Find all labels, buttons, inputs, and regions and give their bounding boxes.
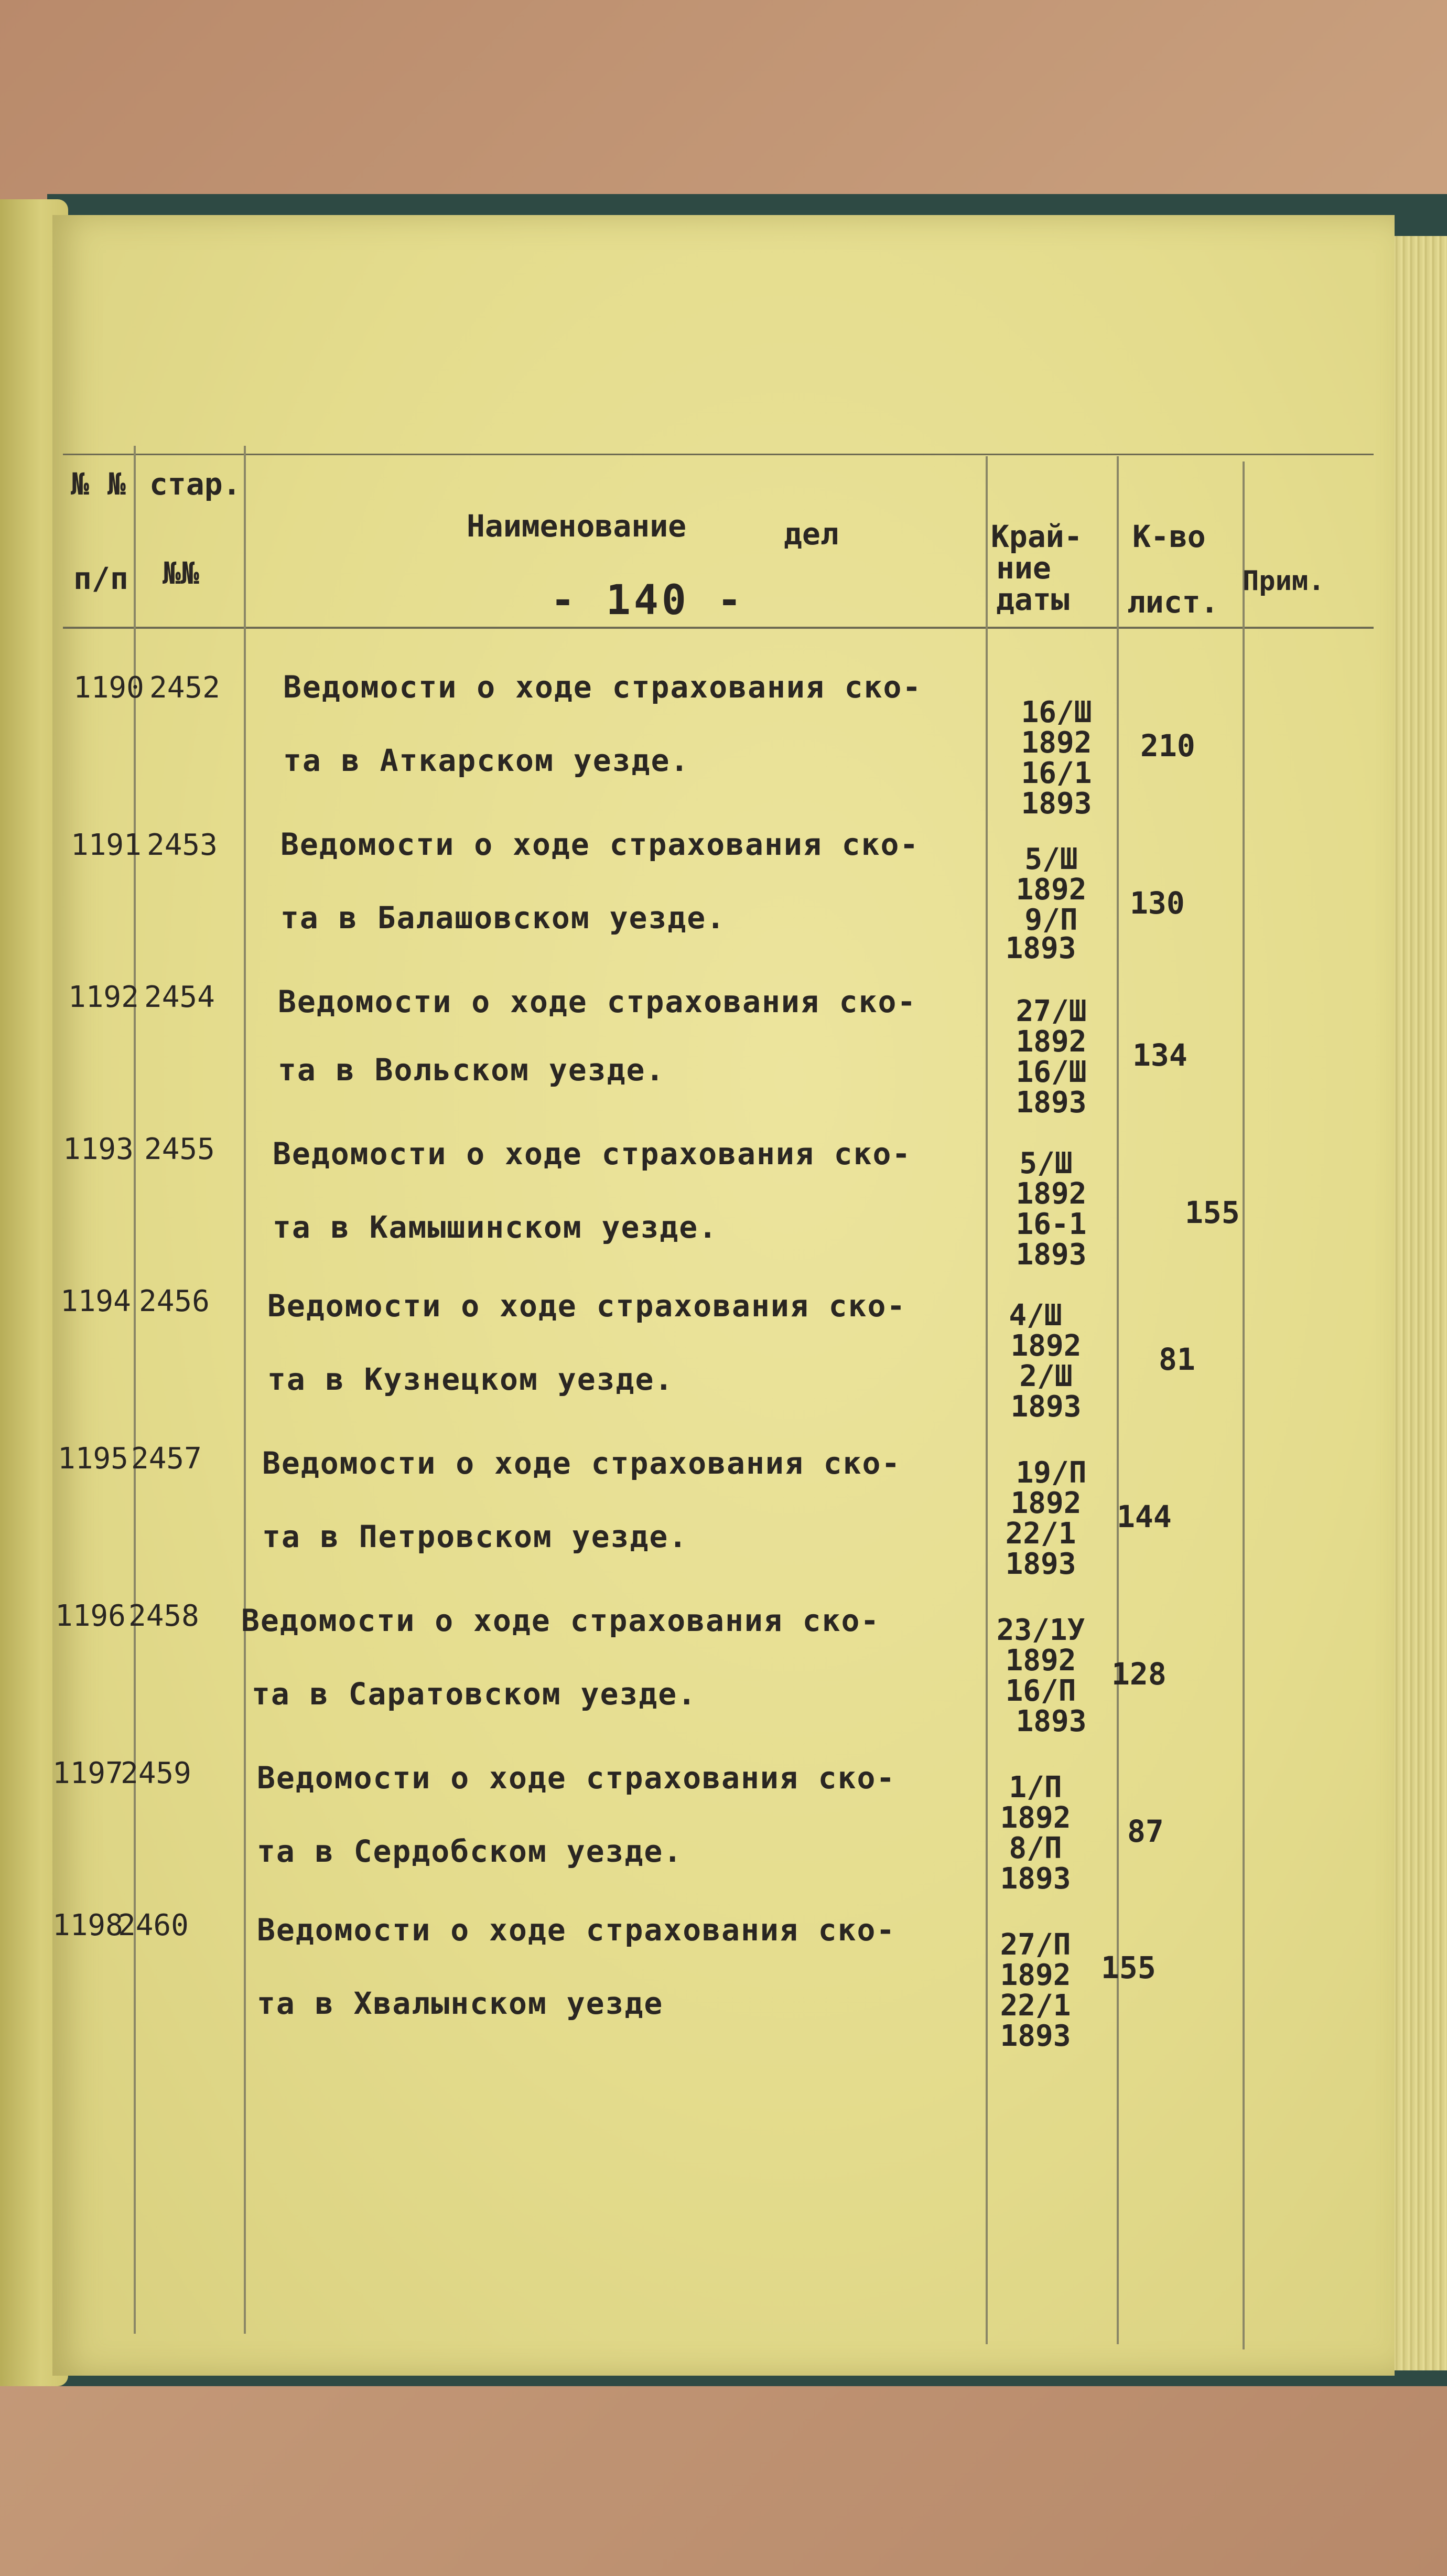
row-sheets: 155 bbox=[1185, 1195, 1240, 1230]
row-date-4: 1893 bbox=[1010, 1390, 1082, 1424]
row-sheets: 87 bbox=[1127, 1813, 1164, 1849]
row-title-line1: Ведомости о ходе страхования ско- bbox=[262, 1445, 901, 1481]
header-old-line2: №№ bbox=[163, 555, 199, 591]
row-date-1: 23/1У bbox=[996, 1613, 1085, 1647]
column-rule-4 bbox=[1117, 456, 1119, 2344]
row-date-1: 5/Ш bbox=[1024, 842, 1078, 876]
row-date-3: 22/1 bbox=[1005, 1517, 1076, 1551]
column-rule-1 bbox=[134, 446, 136, 2334]
header-title-label-b: дел bbox=[784, 516, 839, 552]
row-date-1: 27/Ш bbox=[1016, 994, 1087, 1028]
row-date-2: 1892 bbox=[1010, 1486, 1082, 1520]
row-date-4: 1893 bbox=[1016, 1704, 1087, 1738]
header-num-line1: № № bbox=[71, 466, 126, 502]
header-title-label: Наименование bbox=[467, 508, 687, 544]
row-date-3: 2/Ш bbox=[1019, 1359, 1073, 1393]
row-sheets: 130 bbox=[1130, 885, 1185, 921]
row-old-number: 2460 bbox=[118, 1908, 189, 1942]
row-date-4: 1893 bbox=[1000, 2019, 1071, 2053]
header-notes: Прим. bbox=[1243, 565, 1325, 597]
row-date-2: 1892 bbox=[1000, 1958, 1071, 1992]
row-date-4: 1893 bbox=[1005, 931, 1076, 965]
column-rule-5 bbox=[1243, 461, 1245, 2349]
row-title-line2: та в Саратовском уезде. bbox=[252, 1676, 697, 1712]
header-sheets-2: лист. bbox=[1127, 584, 1219, 620]
row-date-3: 16/1 bbox=[1021, 756, 1092, 790]
row-date-4: 1893 bbox=[1021, 787, 1092, 821]
row-title-line1: Ведомости о ходе страхования ско- bbox=[280, 827, 920, 862]
row-sheets: 210 bbox=[1140, 728, 1195, 764]
row-date-1: 16/Ш bbox=[1021, 695, 1092, 729]
row-number: 1194 bbox=[60, 1284, 131, 1318]
row-date-2: 1892 bbox=[1016, 873, 1087, 907]
row-date-3: 16/П bbox=[1005, 1674, 1076, 1708]
row-date-2: 1892 bbox=[1021, 726, 1092, 760]
header-dates-3: даты bbox=[996, 582, 1070, 617]
row-title-line1: Ведомости о ходе страхования ско- bbox=[257, 1912, 896, 1948]
page-number: - 140 - bbox=[550, 577, 745, 624]
row-sheets: 81 bbox=[1159, 1341, 1195, 1377]
row-title-line1: Ведомости о ходе страхования ско- bbox=[278, 984, 917, 1019]
row-old-number: 2456 bbox=[139, 1284, 210, 1318]
row-date-2: 1892 bbox=[1005, 1644, 1076, 1678]
row-old-number: 2452 bbox=[149, 671, 220, 705]
row-title-line2: та в Кузнецком уезде. bbox=[267, 1361, 674, 1397]
row-number: 1191 bbox=[71, 828, 142, 862]
row-date-1: 1/П bbox=[1009, 1770, 1062, 1805]
row-sheets: 144 bbox=[1117, 1499, 1172, 1534]
row-sheets: 128 bbox=[1111, 1656, 1167, 1692]
document-page bbox=[52, 215, 1395, 2376]
row-sheets: 134 bbox=[1132, 1037, 1187, 1073]
row-number: 1198 bbox=[52, 1908, 123, 1942]
row-old-number: 2453 bbox=[147, 828, 218, 862]
row-date-3: 16-1 bbox=[1016, 1207, 1087, 1241]
row-title-line2: та в Камышинском уезде. bbox=[273, 1209, 718, 1245]
row-title-line1: Ведомости о ходе страхования ско- bbox=[241, 1603, 880, 1638]
row-title-line2: та в Сердобском уезде. bbox=[257, 1833, 683, 1869]
header-sheets-1: К-во bbox=[1132, 519, 1206, 554]
row-date-1: 4/Ш bbox=[1009, 1298, 1062, 1333]
header-old-line1: стар. bbox=[149, 466, 241, 502]
row-date-1: 27/П bbox=[1000, 1928, 1071, 1962]
row-date-3: 9/П bbox=[1024, 903, 1078, 937]
row-date-4: 1893 bbox=[1016, 1238, 1087, 1272]
row-old-number: 2458 bbox=[128, 1599, 199, 1633]
row-date-2: 1892 bbox=[1000, 1801, 1071, 1835]
row-sheets: 155 bbox=[1101, 1950, 1156, 1985]
row-old-number: 2455 bbox=[144, 1132, 215, 1166]
row-old-number: 2459 bbox=[121, 1756, 191, 1790]
row-date-2: 1892 bbox=[1010, 1329, 1082, 1363]
row-title-line2: та в Балашовском уезде. bbox=[280, 900, 726, 936]
row-number: 1190 bbox=[73, 671, 144, 705]
header-bottom-rule bbox=[63, 627, 1374, 629]
row-number: 1196 bbox=[55, 1599, 126, 1633]
row-title-line1: Ведомости о ходе страхования ско- bbox=[267, 1288, 906, 1324]
row-title-line2: та в Петровском уезде. bbox=[262, 1519, 688, 1554]
row-date-3: 22/1 bbox=[1000, 1989, 1071, 2023]
row-old-number: 2454 bbox=[144, 980, 215, 1014]
row-title-line2: та в Хвалынском уезде bbox=[257, 1985, 664, 2021]
row-date-4: 1893 bbox=[1005, 1547, 1076, 1581]
row-number: 1193 bbox=[63, 1132, 134, 1166]
header-dates-1: Край- bbox=[991, 519, 1083, 554]
row-title-line1: Ведомости о ходе страхования ско- bbox=[283, 669, 922, 705]
row-date-4: 1893 bbox=[1016, 1086, 1087, 1120]
row-date-3: 8/П bbox=[1009, 1831, 1062, 1865]
row-title-line1: Ведомости о ходе страхования ско- bbox=[257, 1760, 896, 1796]
row-date-2: 1892 bbox=[1016, 1025, 1087, 1059]
row-old-number: 2457 bbox=[131, 1442, 202, 1476]
row-number: 1192 bbox=[68, 980, 139, 1014]
header-dates-2: ние bbox=[996, 550, 1051, 586]
row-date-3: 16/Ш bbox=[1016, 1055, 1087, 1089]
column-rule-2 bbox=[244, 446, 246, 2334]
row-title-line2: та в Вольском уезде. bbox=[278, 1052, 665, 1088]
row-number: 1197 bbox=[52, 1756, 123, 1790]
row-date-4: 1893 bbox=[1000, 1862, 1071, 1896]
header-top-rule bbox=[63, 454, 1374, 455]
header-num-line2: п/п bbox=[73, 561, 128, 596]
row-date-1: 19/П bbox=[1016, 1456, 1087, 1490]
row-number: 1195 bbox=[58, 1442, 128, 1476]
row-title-line1: Ведомости о ходе страхования ско- bbox=[273, 1136, 912, 1172]
row-date-2: 1892 bbox=[1016, 1177, 1087, 1211]
row-title-line2: та в Аткарском уезде. bbox=[283, 743, 690, 778]
row-date-1: 5/Ш bbox=[1019, 1146, 1073, 1180]
